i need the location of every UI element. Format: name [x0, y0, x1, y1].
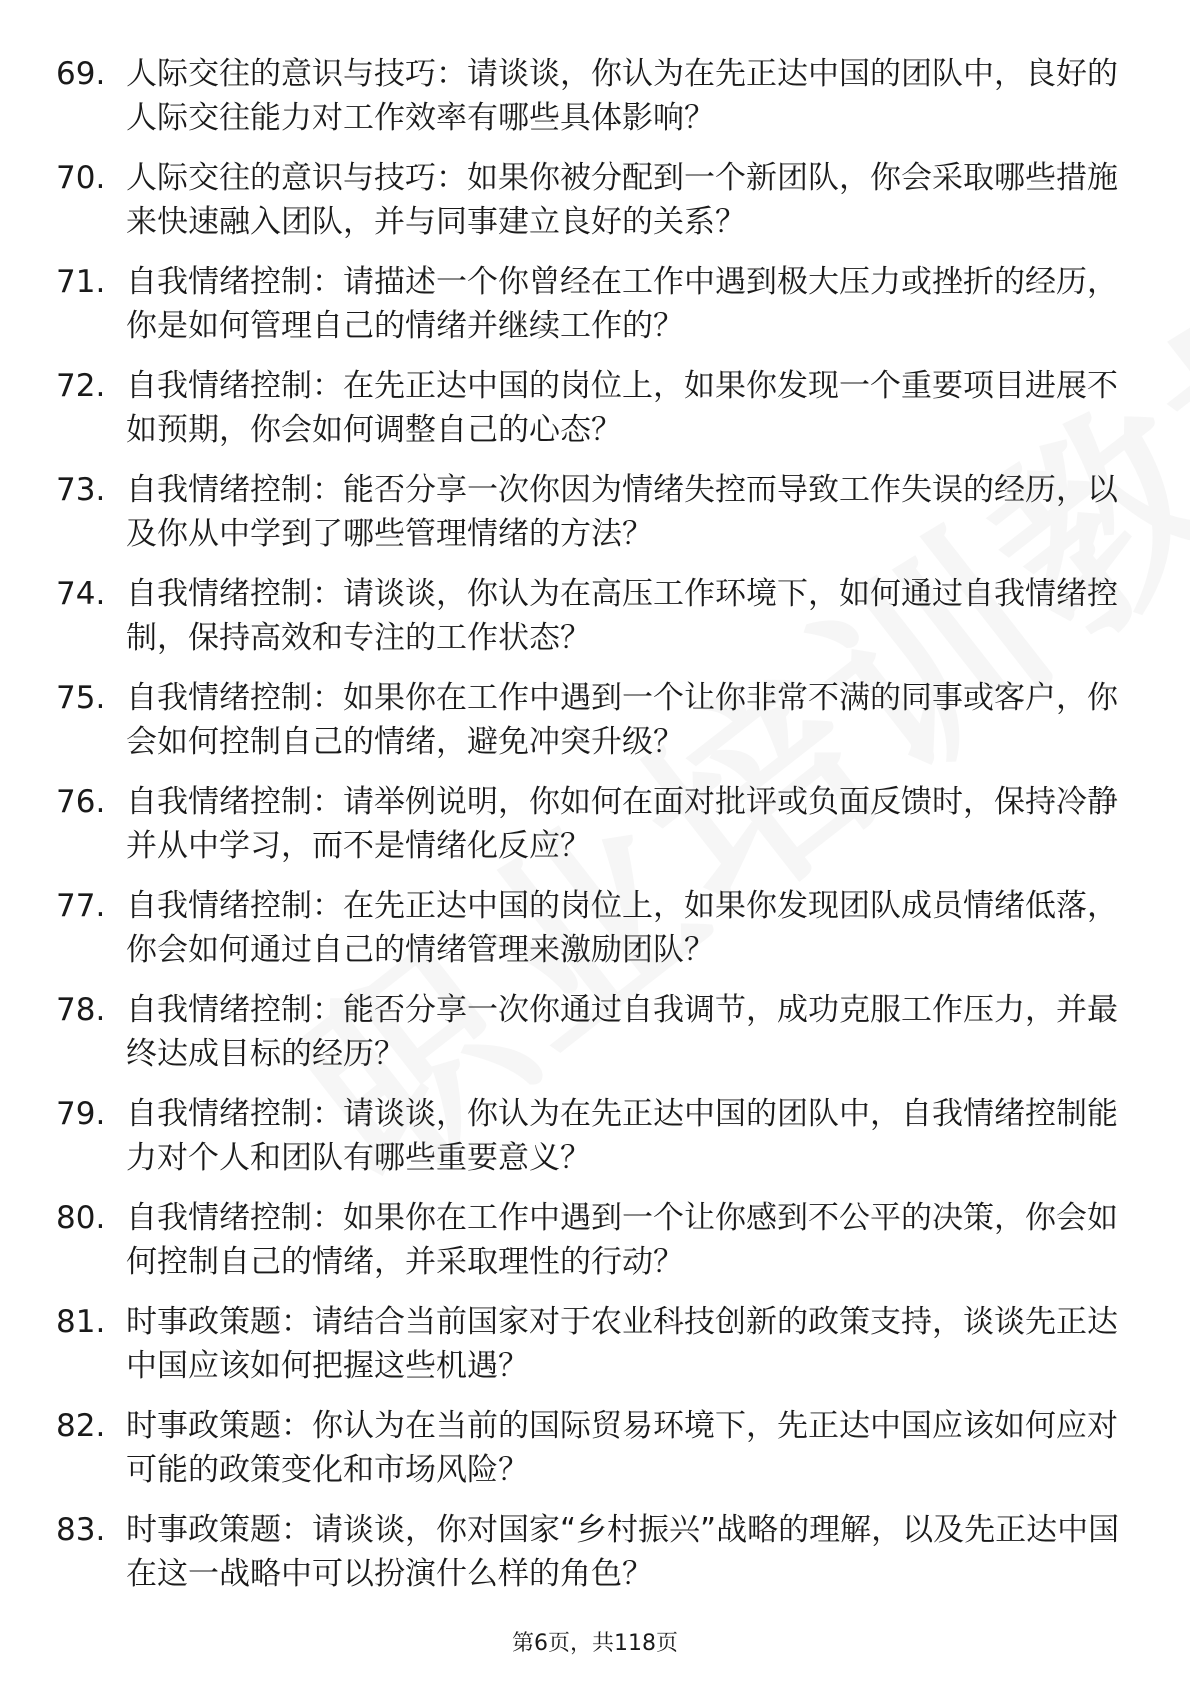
question-item [56, 780, 1136, 884]
question-number: 77. [56, 888, 106, 924]
question-item [56, 260, 1136, 364]
question-number: 69. [56, 56, 106, 92]
question-text: 自我情绪控制：能否分享一次你因为情绪失控而导致工作失误的经历，以及你从中学到了哪些管理情绪的方法？ [126, 472, 1118, 552]
question-text: 自我情绪控制：在先正达中国的岗位上，如果你发现一个重要项目进展不如预期，你会如何调整自己的心态？ [126, 368, 1118, 448]
page-footer: 第6页，共118页 [512, 1631, 678, 1656]
question-text: 时事政策题：请结合当前国家对于农业科技创新的政策支持，谈谈先正达中国应该如何把握这些机遇？ [126, 1304, 1118, 1384]
question-item [56, 676, 1136, 780]
question-number: 74. [56, 576, 106, 612]
question-number: 82. [56, 1408, 106, 1444]
question-number: 79. [56, 1096, 106, 1132]
question-item [56, 1300, 1136, 1404]
question-number: 80. [56, 1200, 106, 1236]
question-number: 73. [56, 472, 106, 508]
question-number: 81. [56, 1304, 106, 1340]
question-text: 时事政策题：你认为在当前的国际贸易环境下，先正达中国应该如何应对可能的政策变化和市场风险？ [126, 1408, 1118, 1488]
question-item [56, 52, 1136, 156]
question-text: 自我情绪控制：如果你在工作中遇到一个让你非常不满的同事或客户，你会如何控制自己的情绪，避免冲突升级？ [126, 680, 1118, 760]
question-number: 75. [56, 680, 106, 716]
question-number: 70. [56, 160, 106, 196]
question-list [56, 52, 1136, 1612]
question-text: 人际交往的意识与技巧：请谈谈，你认为在先正达中国的团队中，良好的人际交往能力对工作效率有哪些具体影响？ [126, 56, 1118, 136]
question-text: 人际交往的意识与技巧：如果你被分配到一个新团队，你会采取哪些措施来快速融入团队，并与同事建立良好的关系？ [126, 160, 1118, 240]
question-item [56, 1196, 1136, 1300]
question-text: 自我情绪控制：请谈谈，你认为在先正达中国的团队中，自我情绪控制能力对个人和团队有哪些重要意义？ [126, 1096, 1118, 1176]
question-text: 自我情绪控制：请描述一个你曾经在工作中遇到极大压力或挫折的经历，你是如何管理自己的情绪并继续工作的？ [126, 264, 1118, 344]
question-number: 71. [56, 264, 106, 300]
question-number: 76. [56, 784, 106, 820]
question-number: 83. [56, 1512, 106, 1548]
question-text: 自我情绪控制：请谈谈，你认为在高压工作环境下，如何通过自我情绪控制，保持高效和专注的工作状态？ [126, 576, 1118, 656]
question-number: 72. [56, 368, 106, 404]
question-item [56, 572, 1136, 676]
question-item [56, 1508, 1136, 1612]
question-item [56, 1092, 1136, 1196]
question-item [56, 156, 1136, 260]
question-text: 时事政策题：请谈谈，你对国家“乡村振兴”战略的理解，以及先正达中国在这一战略中可以扮演什么样的角色？ [126, 1512, 1120, 1592]
question-item [56, 468, 1136, 572]
question-item [56, 364, 1136, 468]
question-text: 自我情绪控制：在先正达中国的岗位上，如果你发现团队成员情绪低落，你会如何通过自己的情绪管理来激励团队？ [126, 888, 1118, 968]
question-text: 自我情绪控制：请举例说明，你如何在面对批评或负面反馈时，保持冷静并从中学习，而不是情绪化反应？ [126, 784, 1118, 864]
question-number: 78. [56, 992, 106, 1028]
question-item [56, 884, 1136, 988]
question-text: 自我情绪控制：能否分享一次你通过自我调节，成功克服工作压力，并最终达成目标的经历？ [126, 992, 1118, 1072]
question-item [56, 988, 1136, 1092]
question-item [56, 1404, 1136, 1508]
question-text: 自我情绪控制：如果你在工作中遇到一个让你感到不公平的决策，你会如何控制自己的情绪，并采取理性的行动？ [126, 1200, 1118, 1280]
